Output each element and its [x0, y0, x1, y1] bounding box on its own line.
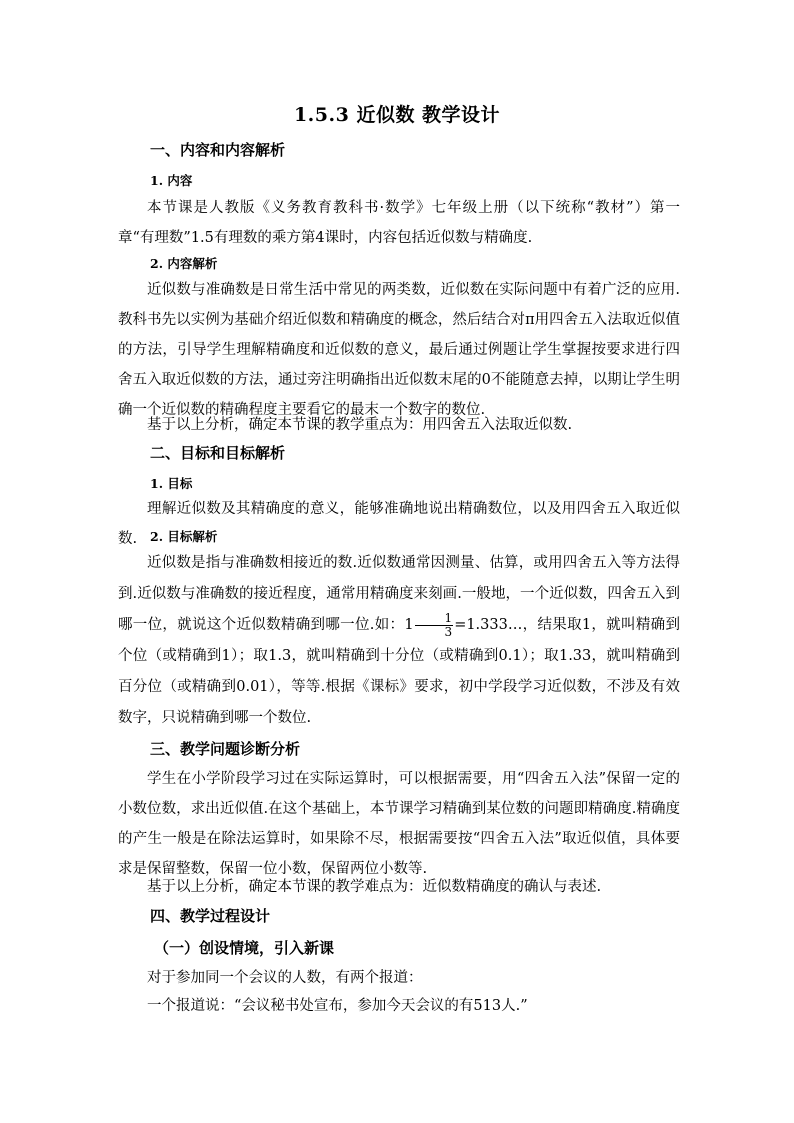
- subheading-content-analysis: 2. 内容解析: [150, 256, 218, 271]
- goals-analysis-text-before: 近似数是指与准确数相接近的数.近似数通常因测量、估算，或用四舍五入等方法得到.近似数与准确数的接近程度，通常用精确度来刻画.一般地，一个近似数，四舍五入到哪一位，就说这个近似数精确到哪一位.如：1: [118, 555, 680, 633]
- paragraph-content-analysis: 近似数与准确数是日常生活中常见的两类数，近似数在实际问题中有着广泛的应用.教科书先以实例为基础介绍近似数和精确度的概念，然后结合对π用四舍五入法取近似值的方法，引导学生理解精确度和近似数的意义，最后通过例题让学生掌握按要求进行四舍五入取近似数的方法，通过旁注明确指出近似数末尾的0不能随意去掉，以期让学生明确一个近似数的精确程度主要看它的最末一个数字的数位.: [118, 282, 680, 418]
- section-heading-process: 四、教学过程设计: [150, 907, 271, 925]
- paragraph-key-point: 基于以上分析，确定本节课的教学重点为：用四舍五入法取近似数.: [147, 417, 573, 433]
- section-heading-diagnosis: 三、教学问题诊断分析: [150, 740, 301, 758]
- section-heading-goals: 二、目标和目标解析: [150, 444, 286, 462]
- fraction-one-third: [415, 612, 454, 639]
- goals-analysis-text-after: =1.333…，结果取1，就叫精确到个位（或精确到1）；取1.3，就叫精确到十分位（或精确到0.1）；取1.33，就叫精确到百分位（或精确到0.01），等等.根据《课标》要求，初中学段学习近似数，不涉及有效数字，只说精确到哪一个数位.: [118, 617, 680, 726]
- subheading-situation: （一）创设情境，引入新课: [154, 939, 335, 957]
- paragraph-reports-intro: 对于参加同一个会议的人数，有两个报道：: [147, 970, 423, 986]
- paragraph-difficulty: 基于以上分析，确定本节课的教学难点为：近似数精确度的确认与表述.: [147, 879, 602, 895]
- paragraph-goals-analysis: [118, 548, 680, 734]
- paragraph-diagnosis: 学生在小学阶段学习过在实际运算时，可以根据需要，用“四舍五入法”保留一定的小数位数，求出近似值.在这个基础上，本节课学习精确到某位数的问题即精确度.精确度的产生一般是在除法运算时，如果除不尽，根据需要按“四舍五入法”取近似值，具体要求是保留整数，保留一位小数，保留两位小数等.: [118, 771, 680, 877]
- subheading-goals: 1. 目标: [150, 476, 193, 491]
- fraction-denominator: 3: [444, 624, 453, 639]
- paragraph-first-report: 一个报道说：“会议秘书处宣布，参加今天会议的有513人.”: [147, 998, 528, 1014]
- fraction-numerator: 1: [415, 612, 454, 626]
- subheading-goals-analysis: 2. 目标解析: [150, 529, 218, 544]
- paragraph-content: 本节课是人教版《义务教育教科书·数学》七年级上册（以下统称“教材”）第一章“有理数”1.5有理数的乘方第4课时，内容包括近似数与精确度.: [118, 200, 680, 246]
- section-heading-content: 一、内容和内容解析: [150, 141, 286, 159]
- paragraph-goals: 理解近似数及其精确度的意义，能够准确地说出精确数位，以及用四舍五入取近似数.: [118, 501, 680, 547]
- subheading-content: 1. 内容: [150, 173, 193, 188]
- document-title: 1.5.3 近似数 教学设计: [293, 104, 501, 126]
